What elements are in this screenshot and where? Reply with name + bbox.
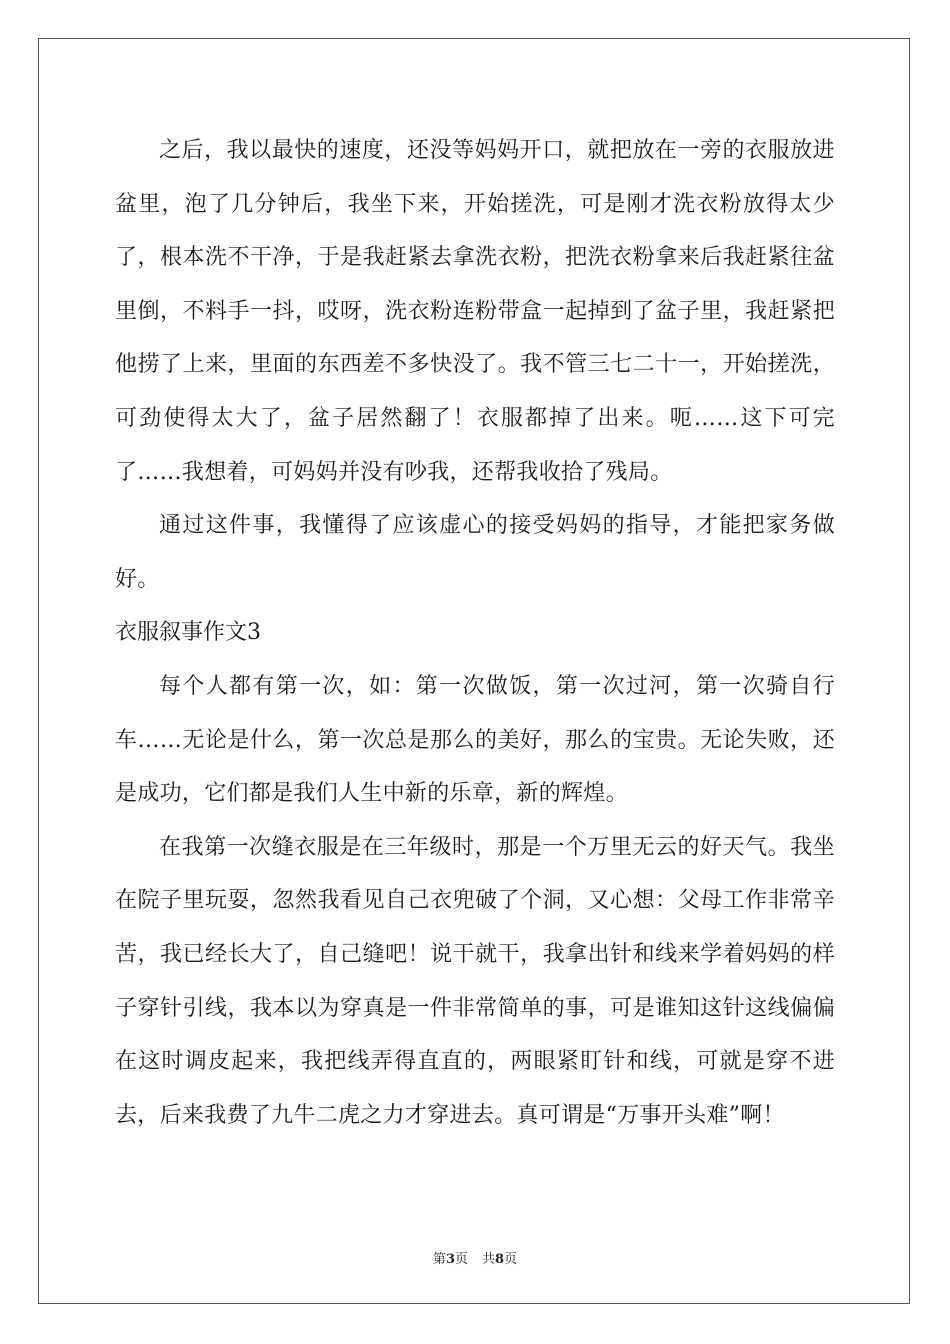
paragraph-2: 通过这件事，我懂得了应该虚心的接受妈妈的指导，才能把家务做好。	[115, 513, 835, 592]
paragraph-1: 之后，我以最快的速度，还没等妈妈开口，就把放在一旁的衣服放进盆里，泡了几分钟后，我坐下来，开始搓洗，可是刚才洗衣粉放得太少了，根本洗不干净，于是我赶紧去拿洗衣粉，把洗衣粉拿来后我赶紧往盆里倒，不料手一抖，哎呀，洗衣粉连粉带盒一起掉到了盆子里，我赶紧把他捞了上来，里面的东西差不多快没了。我不管三七二十一，开始搓洗，可劲使得太大了，盆子居然翻了！衣服都掉了出来。呃……这下可完了……我想着，可妈妈并没有吵我，还帮我收拾了残局。	[115, 138, 835, 485]
paragraph-3: 每个人都有第一次，如：第一次做饭，第一次过河，第一次骑自行车……无论是什么，第一次总是那么的美好，那么的宝贵。无论失败，还是成功，它们都是我们人生中新的乐章，新的辉煌。	[115, 673, 835, 807]
total-page-number: 8	[495, 1252, 505, 1267]
total-unit: 页	[504, 1252, 518, 1267]
page-prefix: 第	[432, 1252, 446, 1267]
page-footer	[0, 1248, 950, 1267]
total-prefix: 共	[482, 1252, 496, 1267]
essay-heading: 衣服叙事作文3	[115, 620, 261, 646]
page-unit: 页	[454, 1252, 468, 1267]
document-body	[115, 124, 835, 1142]
current-page-number: 3	[445, 1252, 455, 1267]
paragraph-4: 在我第一次缝衣服是在三年级时，那是一个万里无云的好天气。我坐在院子里玩耍，忽然我看见自己衣兜破了个洞，又心想：父母工作非常辛苦，我已经长大了，自己缝吧！说干就干，我拿出针和线来学着妈妈的样子穿针引线，我本以为穿真是一件非常简单的事，可是谁知这针这线偏偏在这时调皮起来，我把线弄得直直的，两眼紧盯针和线，可就是穿不进去，后来我费了九牛二虎之力才穿进去。真可谓是“万事开头难”啊！	[115, 834, 835, 1128]
